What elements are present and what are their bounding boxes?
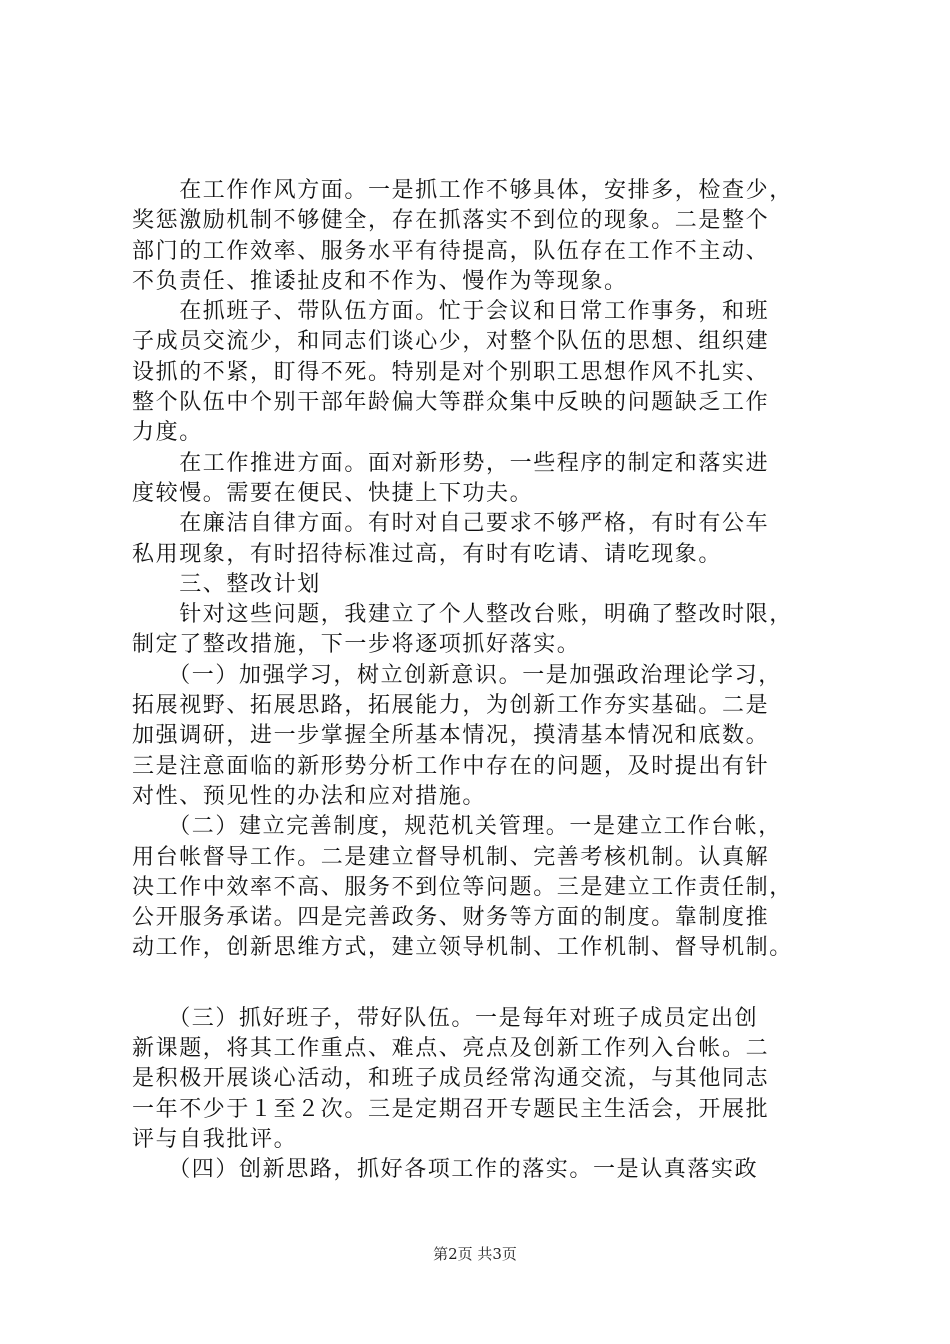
text-line: 对性、预见性的办法和应对措施。 [132, 783, 487, 809]
text-line: 不负责任、推诿扯皮和不作为、慢作为等现象。 [132, 268, 628, 294]
text-line: （二）建立完善制度，规范机关管理。一是建立工作台帐， [132, 814, 782, 840]
text-line: （一）加强学习，树立创新意识。一是加强政治理论学习， [132, 662, 782, 688]
blank-line [132, 964, 832, 1004]
text-line: 拓展视野、拓展思路，拓展能力，为创新工作夯实基础。二是 [132, 693, 770, 719]
text-line: 在抓班子、带队伍方面。忙于会议和日常工作事务，和班 [132, 299, 770, 325]
text-line: 是积极开展谈心活动，和班子成员经常沟通交流，与其他同志 [132, 1066, 770, 1092]
text-line: 子成员交流少，和同志们谈心少，对整个队伍的思想、组织建 [132, 329, 770, 355]
text-line: （三）抓好班子，带好队伍。一是每年对班子成员定出创 [132, 1005, 759, 1031]
text-line: 在廉洁自律方面。有时对自己要求不够严格，有时有公车 [132, 511, 770, 537]
text-line: 公开服务承诺。四是完善政务、财务等方面的制度。靠制度推 [132, 905, 770, 931]
text-line: 私用现象，有时招待标准过高，有时有吃请、请吃现象。 [132, 541, 723, 567]
text-line: 奖惩激励机制不够健全，存在抓落实不到位的现象。二是整个 [132, 208, 770, 234]
text-line: 加强调研，进一步掌握全所基本情况，摸清基本情况和底数。 [132, 723, 770, 749]
text-line: 部门的工作效率、服务水平有待提高，队伍存在工作不主动、 [132, 238, 770, 264]
text-line: 一年不少于１至２次。三是定期召开专题民主生活会，开展批 [132, 1096, 770, 1122]
text-line: 度较慢。需要在便民、快捷上下功夫。 [132, 480, 534, 506]
text-line: 针对这些问题，我建立了个人整改台账，明确了整改时限， [132, 602, 793, 628]
text-line: 用台帐督导工作。二是建立督导机制、完善考核机制。认真解 [132, 844, 770, 870]
text-line: 力度。 [132, 420, 203, 446]
section-heading: 三、整改计划 [132, 571, 321, 597]
text-line: 决工作中效率不高、服务不到位等问题。三是建立工作责任制， [132, 874, 793, 900]
text-line: 整个队伍中个别干部年龄偏大等群众集中反映的问题缺乏工作 [132, 390, 770, 416]
text-line: 评与自我批评。 [132, 1126, 298, 1152]
text-line: 制定了整改措施，下一步将逐项抓好落实。 [132, 632, 581, 658]
text-line: （四）创新思路，抓好各项工作的落实。一是认真落实政 [132, 1157, 759, 1183]
page-footer: 第2页 共3页 [433, 1245, 517, 1263]
text-line: 三是注意面临的新形势分析工作中存在的问题，及时提出有针 [132, 753, 770, 779]
text-line: 新课题，将其工作重点、难点、亮点及创新工作列入台帐。二 [132, 1036, 770, 1062]
text-line: 动工作，创新思维方式，建立领导机制、工作机制、督导机制。 [132, 935, 793, 961]
body-text [132, 176, 832, 1186]
text-line: 设抓的不紧，盯得不死。特别是对个别职工思想作风不扎实、 [132, 359, 770, 385]
text-line: 在工作推进方面。面对新形势，一些程序的制定和落实进 [132, 450, 770, 476]
text-line: 在工作作风方面。一是抓工作不够具体，安排多，检查少， [132, 178, 793, 203]
